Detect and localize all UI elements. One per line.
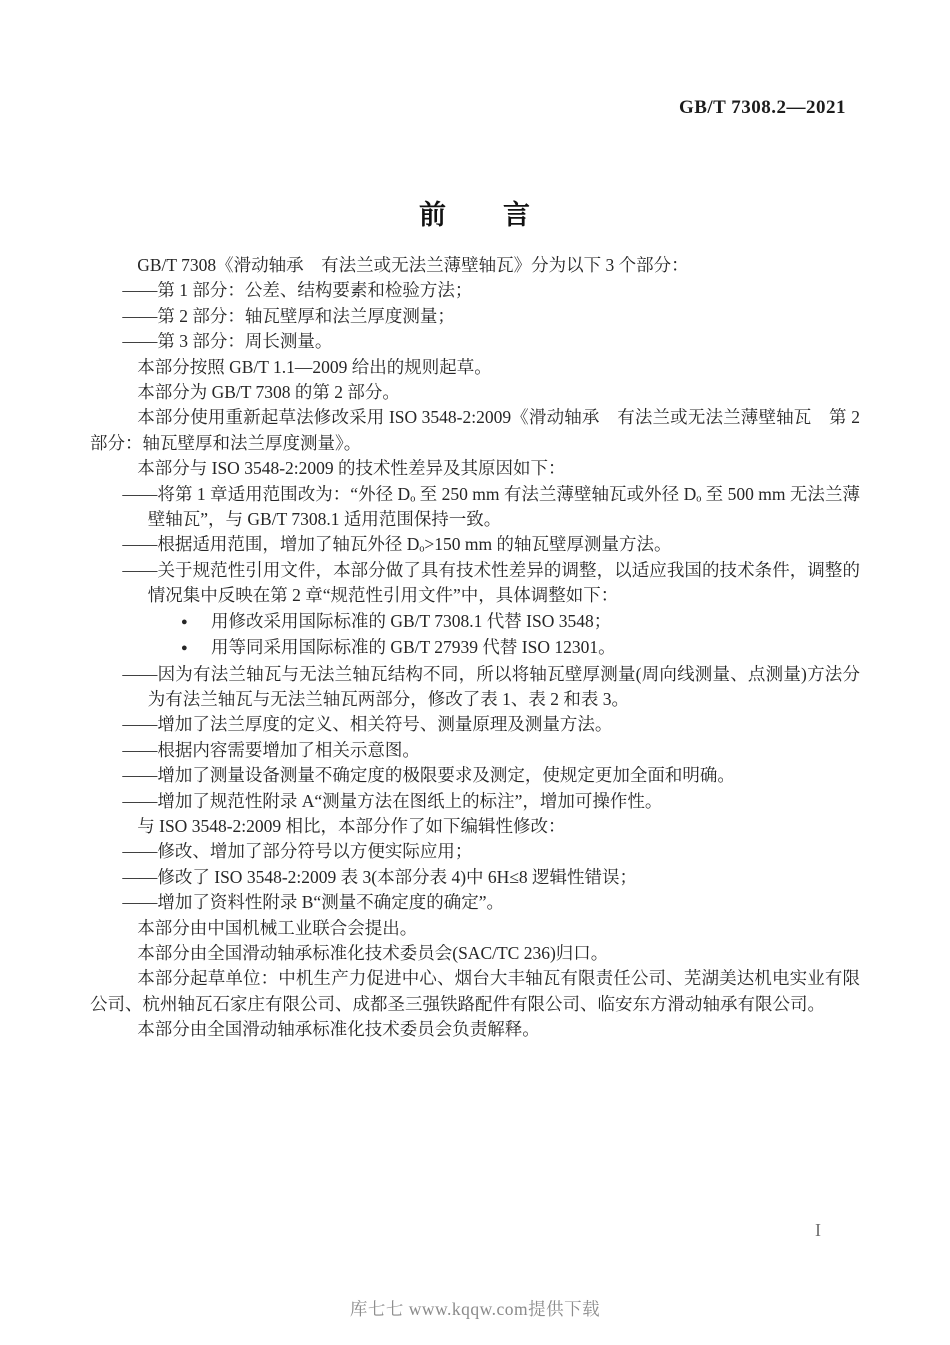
foreword-bullet-item	[90, 609, 860, 635]
foreword-list-item: ——增加了资料性附录 B“测量不确定度的确定”。	[122, 892, 504, 913]
foreword-paragraph: 本部分使用重新起草法修改采用 ISO 3548-2:2009《滑动轴承 有法兰或无法兰薄壁轴瓦 第 2 部分：轴瓦壁厚和法兰厚度测量》。	[90, 407, 860, 453]
foreword-body	[90, 253, 860, 1043]
foreword-list-item: ——修改了 ISO 3548-2:2009 表 3(本部分表 4)中 6H≤8 逻辑性错误；	[122, 866, 638, 887]
foreword-list-item: ——根据适用范围，增加了轴瓦外径 Dₒ>150 mm 的轴瓦壁厚测量方法。	[122, 534, 672, 555]
foreword-paragraph: 本部分由全国滑动轴承标准化技术委员会负责解释。	[137, 1019, 540, 1040]
foreword-paragraph: 本部分起草单位：中机生产力促进中心、烟台大丰轴瓦有限责任公司、芜湖美达机电实业有限公司、杭州轴瓦石家庄有限公司、成都圣三强铁路配件有限公司、临安东方滑动轴承有限公司。	[90, 968, 860, 1014]
standard-code: GB/T 7308.2—2021	[678, 97, 846, 118]
foreword-list-item: ——第 2 部分：轴瓦壁厚和法兰厚度测量；	[122, 305, 455, 326]
page-number: I	[815, 1220, 821, 1240]
foreword-list-item: ——增加了测量设备测量不确定度的极限要求及测定，使规定更加全面和明确。	[122, 765, 735, 786]
bullet-icon: ●	[181, 615, 188, 628]
bullet-text: 用等同采用国际标准的 GB/T 27939 代替 ISO 12301。	[211, 637, 616, 658]
foreword-list-item: ——因为有法兰轴瓦与无法兰轴瓦结构不同，所以将轴瓦壁厚测量(周向线测量、点测量)方法分为有法兰轴瓦与无法兰轴瓦两部分，修改了表 1、表 2 和表 3。	[122, 663, 860, 709]
foreword-list-item: ——增加了法兰厚度的定义、相关符号、测量原理及测量方法。	[122, 714, 613, 735]
page-title: 前 言	[419, 200, 531, 231]
foreword-list-item: ——修改、增加了部分符号以方便实际应用；	[122, 841, 473, 862]
foreword-list-item: ——第 1 部分：公差、结构要素和检验方法；	[122, 280, 473, 301]
foreword-list-item: ——关于规范性引用文件，本部分做了具有技术性差异的调整，以适应我国的技术条件，调整的情况集中反映在第 2 章“规范性引用文件”中，具体调整如下：	[122, 559, 860, 606]
foreword-paragraph: 本部分与 ISO 3548-2:2009 的技术性差异及其原因如下：	[137, 458, 566, 479]
foreword-list-item: ——增加了规范性附录 A“测量方法在图纸上的标注”，增加可操作性。	[122, 790, 663, 811]
foreword-paragraph: 本部分由全国滑动轴承标准化技术委员会(SAC/TC 236)归口。	[137, 942, 609, 963]
foreword-bullet-item	[90, 635, 860, 661]
watermark-text: 库七七 www.kqqw.com提供下载	[349, 1299, 601, 1319]
foreword-list-item: ——根据内容需要增加了相关示意图。	[122, 739, 420, 760]
foreword-paragraph: 本部分为 GB/T 7308 的第 2 部分。	[137, 382, 400, 403]
foreword-list-item: ——第 3 部分：周长测量。	[122, 331, 333, 352]
foreword-paragraph: 本部分按照 GB/T 1.1—2009 给出的规则起草。	[137, 356, 492, 377]
bullet-text: 用修改采用国际标准的 GB/T 7308.1 代替 ISO 3548；	[211, 610, 612, 631]
bullet-icon: ●	[181, 642, 188, 655]
foreword-list-item: ——将第 1 章适用范围改为：“外径 Dₒ 至 250 mm 有法兰薄壁轴瓦或外径 Dₒ 至 500 mm 无法兰薄壁轴瓦”，与 GB/T 7308.1 适用范围保持一致。	[122, 483, 860, 530]
foreword-paragraph: 与 ISO 3548-2:2009 相比，本部分作了如下编辑性修改：	[137, 815, 566, 836]
foreword-paragraph: 本部分由中国机械工业联合会提出。	[137, 917, 418, 938]
foreword-paragraph: GB/T 7308《滑动轴承 有法兰或无法兰薄壁轴瓦》分为以下 3 个部分：	[137, 255, 689, 275]
